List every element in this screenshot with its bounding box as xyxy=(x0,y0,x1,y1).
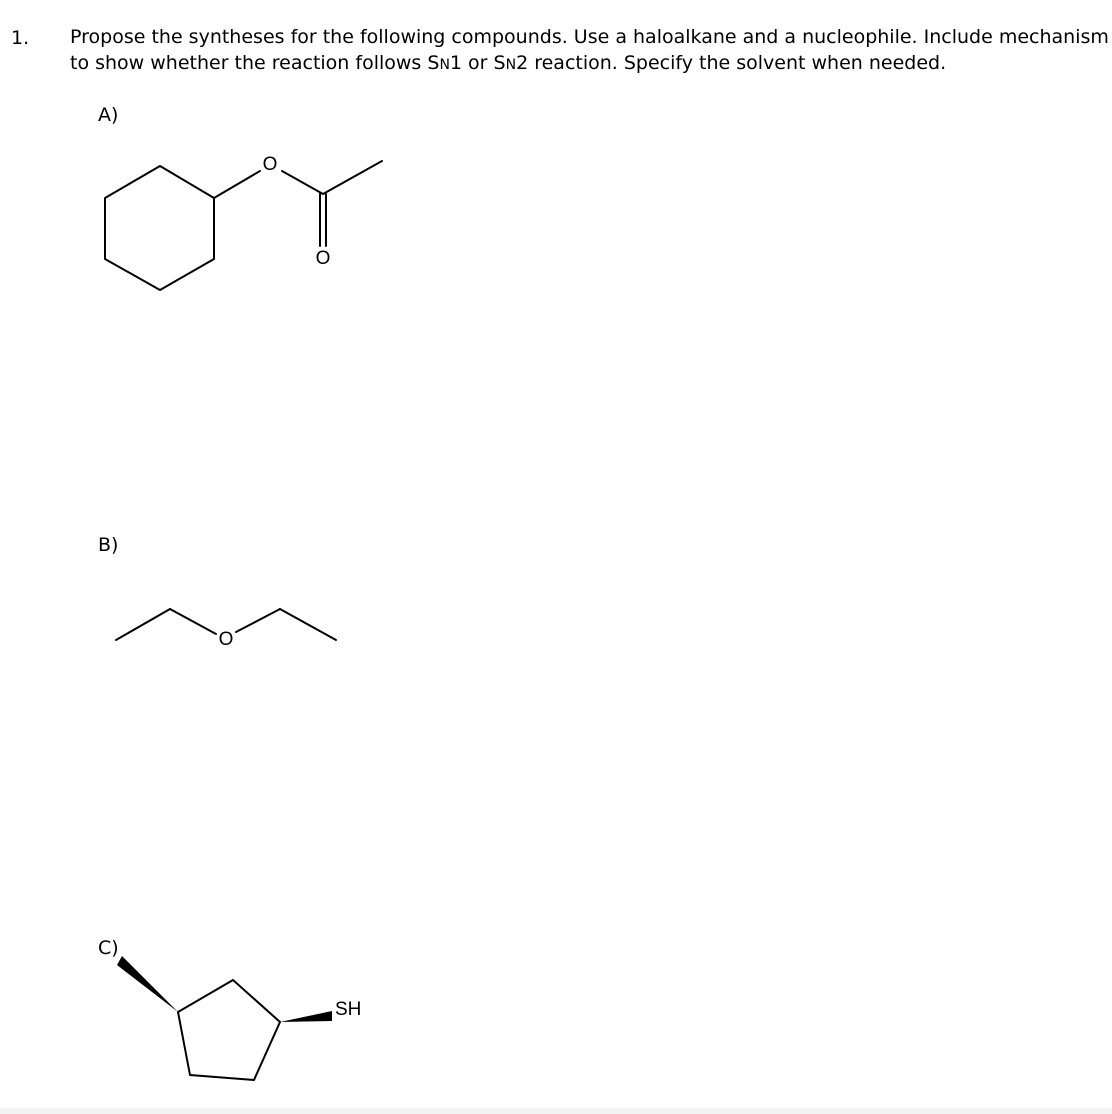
thiol-label: SH xyxy=(335,999,362,1020)
wedge-bond-methyl xyxy=(117,956,178,1012)
carbonyl-oxygen-a: O xyxy=(315,248,331,269)
cyclopentane-ring xyxy=(178,980,280,1080)
ether-oxygen-b: O xyxy=(218,629,234,650)
part-c-label: C) xyxy=(98,937,119,959)
part-b-label: B) xyxy=(98,534,119,556)
prompt-line-2: to show whether the reaction follows SN1 or SN2 reaction. Specify the solvent when needed. xyxy=(70,52,947,74)
prompt-line-1: Propose the syntheses for the following compounds. Use a haloalkane and a nucleophile. Include mechanism xyxy=(70,26,1109,48)
part-a-label: A) xyxy=(98,104,119,126)
wedge-bond-thiol xyxy=(280,1011,332,1022)
page-bottom-edge xyxy=(0,1108,1112,1114)
question-number: 1. xyxy=(11,27,30,49)
ether-oxygen-a: O xyxy=(262,154,278,175)
